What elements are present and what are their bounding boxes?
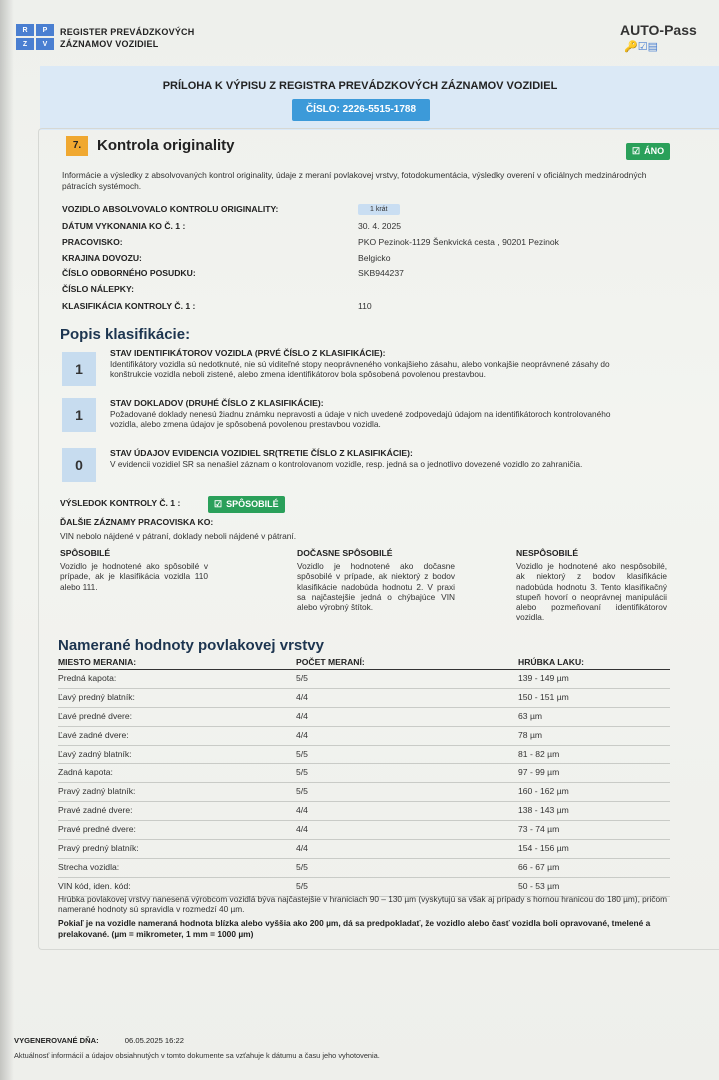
- check-icon: ☑: [214, 499, 223, 509]
- measurement-note: Hrúbka povlakovej vrstvy nanesená výrobcom vozidlá býva najčastejšie v hraniciach 90 – 130 µm (vyskytujú sa však aj prípady s hornou hranicou do 180 µm), pričom namerané hodnoty sú spravidla v rozmedzí 40 µm.: [58, 894, 668, 915]
- classification-title: STAV IDENTIFIKÁTOROV VOZIDLA (PRVÉ ČÍSLO Z KLASIFIKÁCIE):: [110, 348, 386, 358]
- cell-count: 5/5: [296, 748, 308, 759]
- header-thickness: HRÚBKA LAKU:: [518, 657, 585, 667]
- column-text: Vozidlo je hodnotené ako dočasne spôsobilé v prípade, ak niektorý z bodov klasifikácie nadobúda hodnotu 2. V praxi sa najčastejšie jedná o chýbajúce VIN alebo výrobný štítok.: [297, 561, 455, 613]
- brand-line-2: ZÁZNAMOV VOZIDIEL: [60, 39, 159, 49]
- section-title: Kontrola originality: [97, 137, 235, 154]
- cell-count: 4/4: [296, 691, 308, 702]
- cell-thickness: 97 - 99 µm: [518, 767, 560, 778]
- table-row: [58, 689, 670, 708]
- info-row: [62, 284, 662, 298]
- cell-location: Pravé zadné dvere:: [58, 805, 133, 816]
- cell-thickness: 73 - 74 µm: [518, 824, 560, 835]
- column-title: NESPÔSOBILÉ: [516, 548, 579, 558]
- info-value: PKO Pezinok-1129 Šenkvická cesta , 90201 Pezinok: [358, 237, 559, 247]
- cell-count: 4/4: [296, 805, 308, 816]
- cell-location: Ľavý zadný blatník:: [58, 748, 132, 759]
- table-row: [58, 783, 670, 802]
- document-title: PRÍLOHA K VÝPISU Z REGISTRA PREVÁDZKOVÝCH ZÁZNAMOV VOZIDIEL: [162, 80, 558, 92]
- result-label: VÝSLEDOK KONTROLY Č. 1 :: [60, 498, 181, 508]
- logo-letter: Z: [16, 38, 34, 50]
- count-pill: 1 krát: [358, 204, 400, 215]
- measurements-table: [58, 657, 670, 897]
- classification-text: V evidencii vozidiel SR sa nenašiel záznam o kontrolovanom vozidle, resp. jedná sa o jednotlivo dovezené vozidlo zo zahraničia.: [110, 459, 583, 469]
- classification-text: Požadované doklady nenesú žiadnu známku nepravosti a údaje v nich uvedené zodpovedajú údajom na identifikátoroch kontrolovaného vozidla, alebo zmena údajov je spôsobená povolenou prestavbou vozidla.: [110, 409, 611, 430]
- cell-location: Predná kapota:: [58, 673, 117, 683]
- cell-count: 5/5: [296, 861, 308, 872]
- table-row: [58, 840, 670, 859]
- page-shadow: [0, 0, 14, 1080]
- info-row: [62, 221, 662, 235]
- cell-thickness: 160 - 162 µm: [518, 786, 569, 797]
- cell-location: Pravé predné dvere:: [58, 824, 136, 835]
- table-row: [58, 764, 670, 783]
- table-body: [58, 670, 670, 897]
- cell-count: 5/5: [296, 673, 308, 683]
- logo-letter: V: [36, 38, 54, 50]
- check-icon: ☑: [632, 146, 641, 156]
- classification-title: STAV ÚDAJOV EVIDENCIA VOZIDIEL SR(TRETIE ČÍSLO Z KLASIFIKÁCIE):: [110, 448, 413, 458]
- document-number-badge: ČÍSLO: 2226-5515-1788: [292, 99, 430, 121]
- table-row: [58, 821, 670, 840]
- cell-location: VIN kód, iden. kód:: [58, 880, 131, 891]
- cell-count: 4/4: [296, 843, 308, 854]
- cell-thickness: 66 - 67 µm: [518, 861, 560, 872]
- cell-thickness: 63 µm: [518, 710, 543, 721]
- info-row: [62, 237, 662, 251]
- table-row: [58, 708, 670, 727]
- classification-text: Identifikátory vozidla sú nedotknuté, nie sú viditeľné stopy neoprávneného vonkajšieho zásahu, alebo vonkajšie neoprávnené zásahy do konštrukcie vozidla neboli zistené, alebo zmena identifikátorov bola spôsobená povolenou prestavbou.: [110, 359, 610, 380]
- section-intro: Informácie a výsledky z absolvovaných kontrol originality, údaje z meraní povlakovej vrstvy, fotodokumentácia, výsledky overení v oficiálnych medzinárodných pátracích systémoch.: [62, 170, 647, 191]
- measurements-heading: Namerané hodnoty povlakovej vrstvy: [58, 637, 324, 654]
- info-label: KLASIFIKÁCIA KONTROLY Č. 1 :: [62, 301, 196, 311]
- classification-digit: 1: [62, 352, 96, 386]
- table-row: [58, 802, 670, 821]
- cell-count: 4/4: [296, 824, 308, 835]
- info-label: ČÍSLO NÁLEPKY:: [62, 284, 134, 294]
- table-header: [58, 657, 670, 670]
- rpzv-logo: [16, 24, 54, 50]
- records-title: ĎALŠIE ZÁZNAMY PRACOVISKA KO:: [60, 517, 214, 527]
- cell-count: 5/5: [296, 786, 308, 797]
- cell-count: 5/5: [296, 880, 308, 891]
- cell-location: Strecha vozidla:: [58, 861, 120, 872]
- cell-thickness: 78 µm: [518, 729, 543, 740]
- logo-letter: R: [16, 24, 34, 36]
- info-label: VOZIDLO ABSOLVOVALO KONTROLU ORIGINALITY:: [62, 204, 279, 214]
- generated-info: [14, 1036, 184, 1045]
- cell-thickness: 50 - 53 µm: [518, 880, 560, 891]
- generated-value: 06.05.2025 16:22: [124, 1036, 184, 1045]
- status-label: ÁNO: [644, 146, 665, 156]
- info-label: PRACOVISKO:: [62, 237, 123, 247]
- cell-count: 4/4: [296, 710, 308, 721]
- table-row: [58, 859, 670, 878]
- section-status: [626, 141, 670, 160]
- table-row: [58, 670, 670, 689]
- section-number: 7.: [66, 136, 88, 156]
- autopass-logo: AUTO-Pass: [620, 22, 697, 38]
- info-row: [62, 253, 662, 267]
- classification-digit: 1: [62, 398, 96, 432]
- brand-name: [60, 26, 194, 50]
- info-label: KRAJINA DOVOZU:: [62, 253, 142, 263]
- classification-heading: Popis klasifikácie:: [60, 326, 191, 343]
- cell-location: Pravý predný blatník:: [58, 843, 139, 854]
- header-location: MIESTO MERANIA:: [58, 657, 137, 667]
- result-value: SPÔSOBILÉ: [226, 499, 279, 509]
- car-key-icon: 🔑: [624, 41, 638, 53]
- column-text: Vozidlo je hodnotené ako spôsobilé v prípade, ak je klasifikácia vozidla 110 alebo 111.: [60, 561, 208, 592]
- checkbox-icon: ☑: [637, 41, 648, 53]
- info-value: Belgicko: [358, 253, 391, 263]
- cell-thickness: 81 - 82 µm: [518, 748, 560, 759]
- cell-count: 4/4: [296, 729, 308, 740]
- column-title: DOČASNE SPÔSOBILÉ: [297, 548, 393, 558]
- cell-thickness: 139 - 149 µm: [518, 673, 569, 683]
- cell-thickness: 154 - 156 µm: [518, 843, 569, 854]
- info-label: DÁTUM VYKONANIA KO Č. 1 :: [62, 221, 186, 231]
- header-count: POČET MERANÍ:: [296, 657, 365, 667]
- table-row: [58, 727, 670, 746]
- info-value: SKB944237: [358, 268, 404, 278]
- info-row: [62, 268, 662, 282]
- document-icon: ▤: [647, 41, 658, 53]
- disclaimer: Aktuálnosť informácií a údajov obsiahnutých v tomto dokumente sa vzťahuje k dátumu a času jeho vyhotovenia.: [14, 1051, 380, 1060]
- info-row: [62, 204, 662, 218]
- column-text: Vozidlo je hodnotené ako nespôsobilé, ak niektorý z bodov klasifikácie nadobúda hodnotu 3. Tento klasifikačný stupeň hovorí o neoprávnej manipulácii alebo pozmeňovaní identifikátorov vozidla.: [516, 561, 667, 623]
- records-text: VIN nebolo nájdené v pátraní, doklady neboli nájdené v pátraní.: [60, 531, 297, 541]
- info-value: 30. 4. 2025: [358, 221, 402, 231]
- autopass-icons: [624, 40, 658, 53]
- cell-thickness: 150 - 151 µm: [518, 691, 569, 702]
- classification-title: STAV DOKLADOV (DRUHÉ ČÍSLO Z KLASIFIKÁCIE):: [110, 398, 324, 408]
- table-row: [58, 746, 670, 765]
- measurement-warning: Pokiaľ je na vozidle nameraná hodnota blízka alebo vyššia ako 200 µm, dá sa predpokladať, že vozidlo alebo časť vozidla boli opravované, tmelené a prelakované. (µm = mikrometer, 1 mm = 1000 µm): [58, 918, 651, 939]
- classification-digit: 0: [62, 448, 96, 482]
- cell-location: Zadná kapota:: [58, 767, 113, 778]
- cell-location: Ľavé predné dvere:: [58, 710, 133, 721]
- cell-location: Pravý zadný blatník:: [58, 786, 136, 797]
- cell-thickness: 138 - 143 µm: [518, 805, 569, 816]
- cell-location: Ľavé zadné dvere:: [58, 729, 129, 740]
- generated-label: VYGENEROVANÉ DŇA:: [14, 1036, 99, 1045]
- column-title: SPÔSOBILÉ: [60, 548, 111, 558]
- result-badge: [208, 494, 285, 513]
- cell-location: Ľavý predný blatník:: [58, 691, 135, 702]
- logo-letter: P: [36, 24, 54, 36]
- brand-line-1: REGISTER PREVÁDZKOVÝCH: [60, 27, 195, 37]
- info-value: 110: [358, 301, 372, 311]
- info-row: [62, 301, 662, 315]
- cell-count: 5/5: [296, 767, 308, 778]
- info-label: ČÍSLO ODBORNÉHO POSUDKU:: [62, 268, 196, 278]
